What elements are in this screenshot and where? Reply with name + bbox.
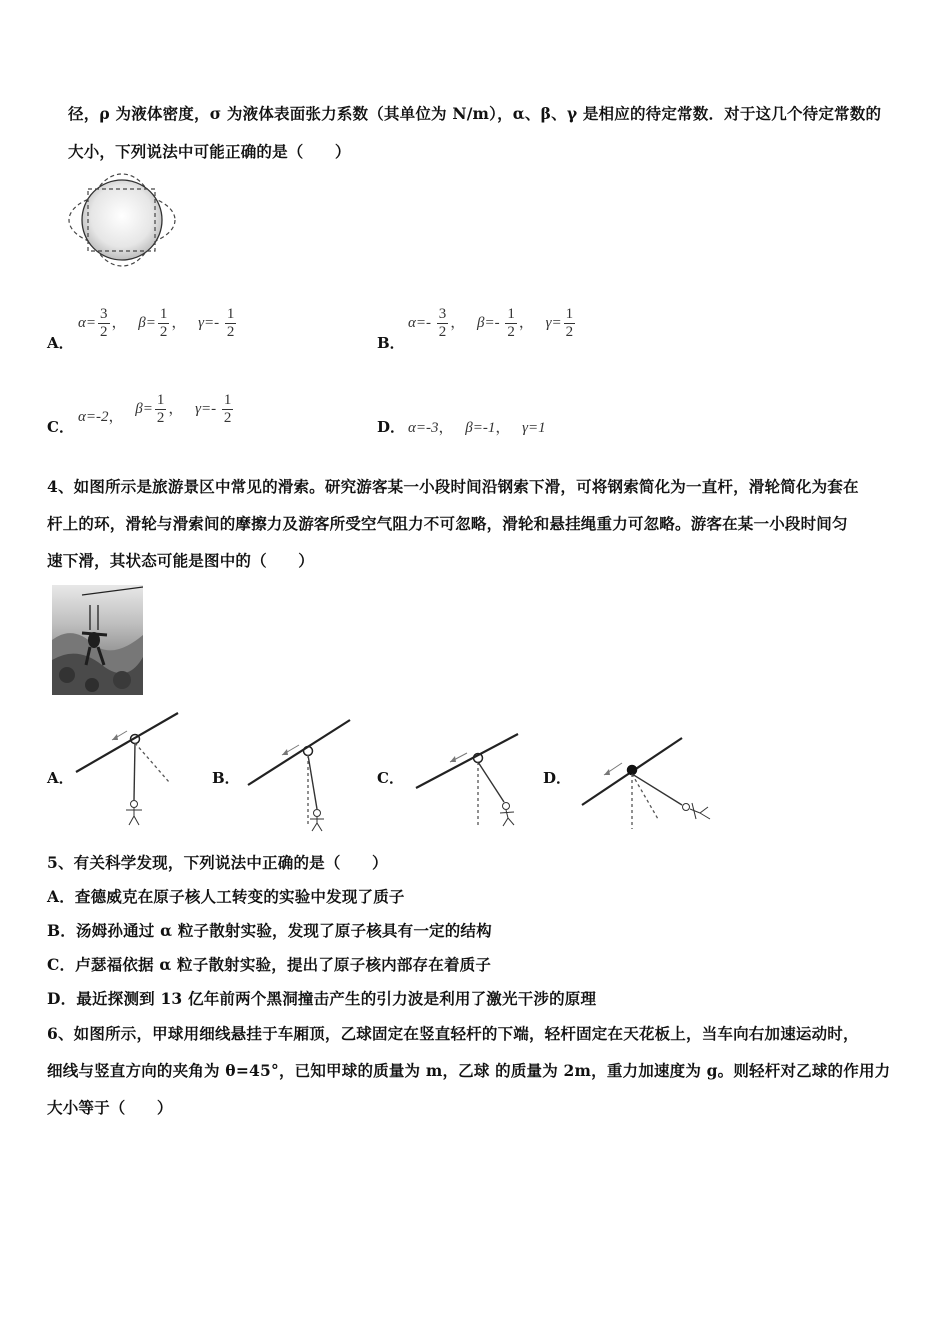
droplet-figure — [62, 172, 184, 268]
zipline-diagram-c — [412, 730, 522, 830]
q3-stem-line1: 径，ρ 为液体密度，σ 为液体表面张力系数（其单位为 N/m），α、β、γ 是相应的待定常数．对于这几个待定常数的 — [68, 104, 882, 123]
q6-stem-line1: 6、如图所示，甲球用细线悬挂于车厢顶，乙球固定在竖直轻杆的下端，轻杆固定在天花板上，当车向右加速运动时， — [47, 1024, 859, 1043]
q5-stem: 5、有关科学发现，下列说法中正确的是（ ） — [47, 853, 388, 872]
option-label: B． — [377, 334, 405, 352]
zipline-diagram-a — [72, 710, 182, 830]
q4-stem-line1: 4、如图所示是旅游景区中常见的滑索。研究游客某一小段时间沿钢索下滑，可将钢索简化为一直杆，滑轮简化为套在 — [47, 477, 859, 496]
option-label: C． — [47, 418, 74, 436]
q4-stem-line3: 速下滑，其状态可能是图中的（ ） — [47, 551, 314, 570]
option-label: D． — [543, 769, 572, 787]
q6-stem-line2: 细线与竖直方向的夹角为 θ=45°，已知甲球的质量为 m，乙球 的质量为 2m，重力加速度为 g。则轻杆对乙球的作用力 — [47, 1061, 891, 1080]
q3-stem-line2: 大小，下列说法中可能正确的是（ ） — [68, 142, 351, 161]
zipline-photo — [52, 585, 143, 695]
option-label: A． — [47, 769, 74, 787]
q5-option-c[interactable]: C．卢瑟福依据 α 粒子散射实验，提出了原子核内部存在着质子 — [47, 955, 492, 974]
q4-stem-line2: 杆上的环，滑轮与滑索间的摩擦力及游客所受空气阻力不可忽略，滑轮和悬挂绳重力可忽略。游客在某一小段时间匀 — [47, 514, 848, 533]
q5-option-a[interactable]: A．查德威克在原子核人工转变的实验中发现了质子 — [47, 887, 405, 906]
q6-stem-line3: 大小等于（ ） — [47, 1098, 173, 1117]
q5-option-b[interactable]: B．汤姆孙通过 α 粒子散射实验，发现了原子核具有一定的结构 — [47, 921, 492, 940]
zipline-diagram-d — [578, 733, 718, 833]
option-label: B． — [212, 769, 240, 787]
option-label: A． — [47, 334, 74, 352]
q5-option-d[interactable]: D．最近探测到 13 亿年前两个黑洞撞击产生的引力波是利用了激光干涉的原理 — [47, 989, 597, 1008]
option-label: C． — [377, 769, 404, 787]
option-label: D． — [377, 418, 406, 436]
zipline-diagram-b — [244, 715, 354, 835]
